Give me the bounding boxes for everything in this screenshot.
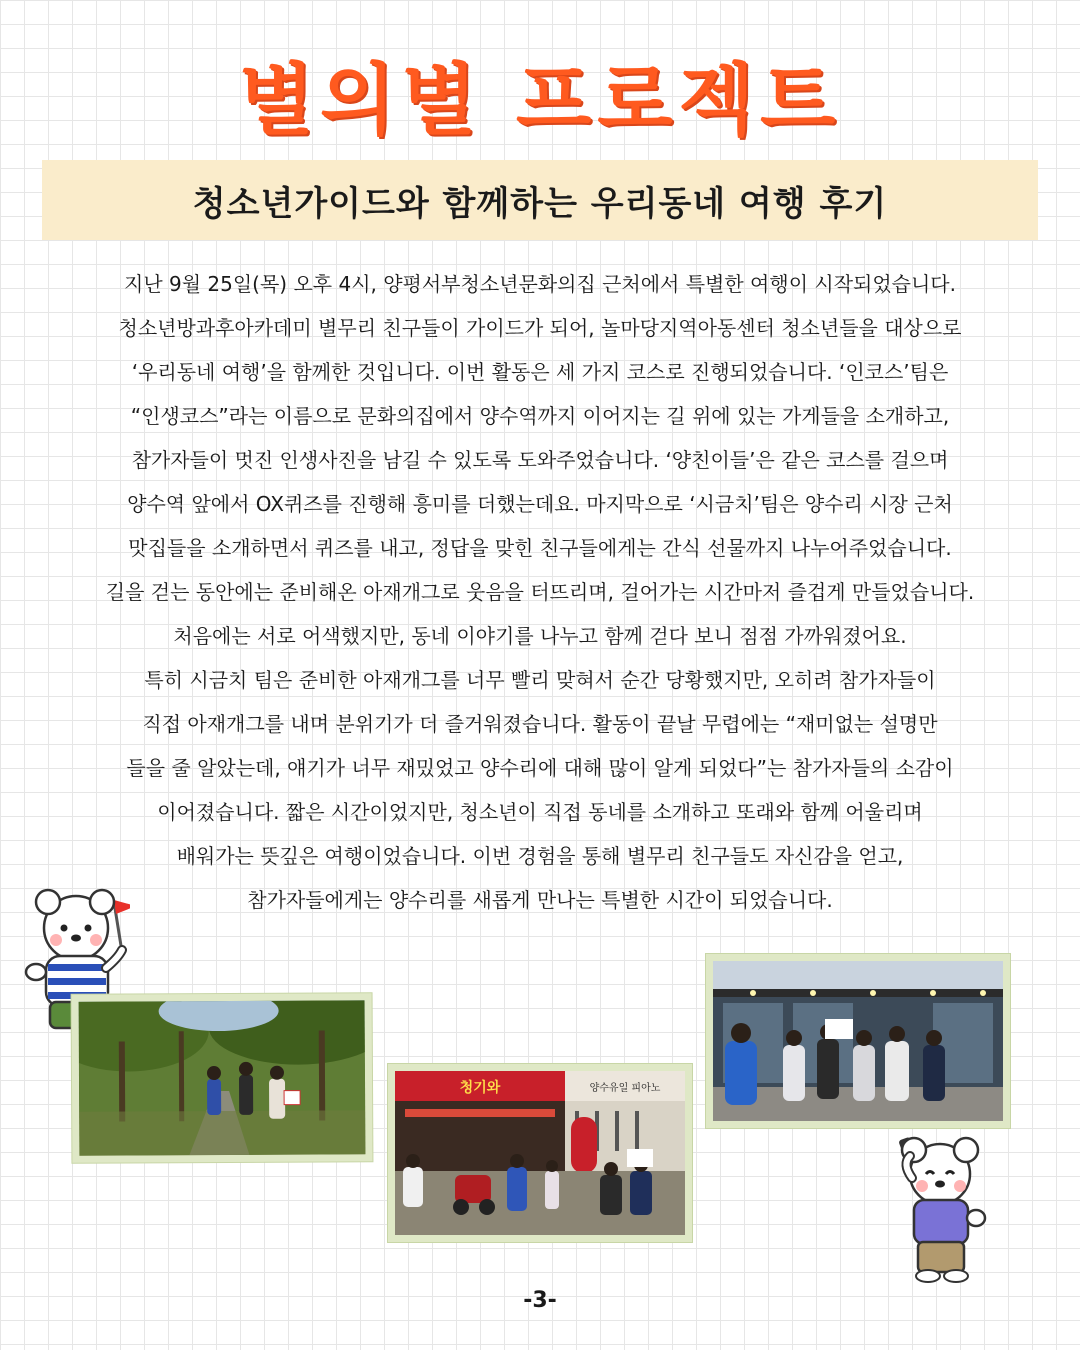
- shop-sign-1: 청기와: [459, 1080, 501, 1096]
- shop-front-scene: [395, 1071, 685, 1235]
- body-line: ‘우리동네 여행’을 함께한 것입니다. 이번 활동은 세 가지 코스로 진행되었습니다. ‘인코스’팀은: [131, 360, 949, 384]
- body-line: 처음에는 서로 어색했지만, 동네 이야기를 나누고 함께 걷다 보니 점점 가까워졌어요.: [173, 624, 907, 648]
- photo-station-group: [706, 954, 1010, 1128]
- body-line: 길을 걷는 동안에는 준비해온 아재개그로 웃음을 터뜨리며, 걸어가는 시간마저 즐겁게 만들었습니다.: [105, 580, 975, 604]
- bear-mascot-with-phone: [884, 1134, 994, 1286]
- body-line: 직접 아재개그를 내며 분위기가 더 즐거워졌습니다. 활동이 끝날 무렵에는 “재미없는 설명만: [142, 712, 938, 736]
- body-line: 참가자들에게는 양수리를 새롭게 만나는 특별한 시간이 되었습니다.: [247, 888, 833, 912]
- subtitle-text: 청소년가이드와 함께하는 우리동네 여행 후기: [192, 183, 888, 224]
- subtitle-banner: [42, 160, 1038, 240]
- body-line: 들을 줄 알았는데, 얘기가 너무 재밌었고 양수리에 대해 많이 알게 되었다”는 참가자들의 소감이: [126, 756, 954, 780]
- shop-sign-2: 양수유일 피아노: [589, 1083, 661, 1094]
- body-line: 양수역 앞에서 OX퀴즈를 진행해 흥미를 더했는데요. 마지막으로 ‘시금치’팀은 양수리 시장 근처: [127, 492, 953, 516]
- page-number: -3-: [523, 1288, 557, 1313]
- walking-path-scene: [79, 1000, 366, 1155]
- body-line: 배워가는 뜻깊은 여행이었습니다. 이번 경험을 통해 별무리 친구들도 자신감을 얻고,: [176, 844, 904, 868]
- body-line: 청소년방과후아카데미 별무리 친구들이 가이드가 되어, 놀마당지역아동센터 청소년들을 대상으로: [118, 316, 962, 340]
- photo-shop-front: [388, 1064, 692, 1242]
- body-line: “인생코스”라는 이름으로 문화의집에서 양수역까지 이어지는 길 위에 있는 가게들을 소개하고,: [130, 404, 950, 428]
- body-line: 이어졌습니다. 짧은 시간이었지만, 청소년이 직접 동네를 소개하고 또래와 함께 어울리며: [157, 800, 923, 824]
- page-title: 별의별 프로젝트: [238, 56, 842, 146]
- body-line: 맛집들을 소개하면서 퀴즈를 내고, 정답을 맞힌 친구들에게는 간식 선물까지 나누어주었습니다.: [128, 536, 952, 560]
- body-line: 지난 9월 25일(목) 오후 4시, 양평서부청소년문화의집 근처에서 특별한 여행이 시작되었습니다.: [124, 272, 956, 296]
- photo-walking-path: [72, 993, 373, 1163]
- body-line: 특히 시금치 팀은 준비한 아재개그를 너무 빨리 맞혀서 순간 당황했지만, 오히려 참가자들이: [144, 668, 936, 692]
- body-line: 참가자들이 멋진 인생사진을 남길 수 있도록 도와주었습니다. ‘양친이들’은 같은 코스를 걸으며: [131, 448, 949, 472]
- station-group-scene: [713, 961, 1003, 1121]
- article-body: [20, 262, 1060, 922]
